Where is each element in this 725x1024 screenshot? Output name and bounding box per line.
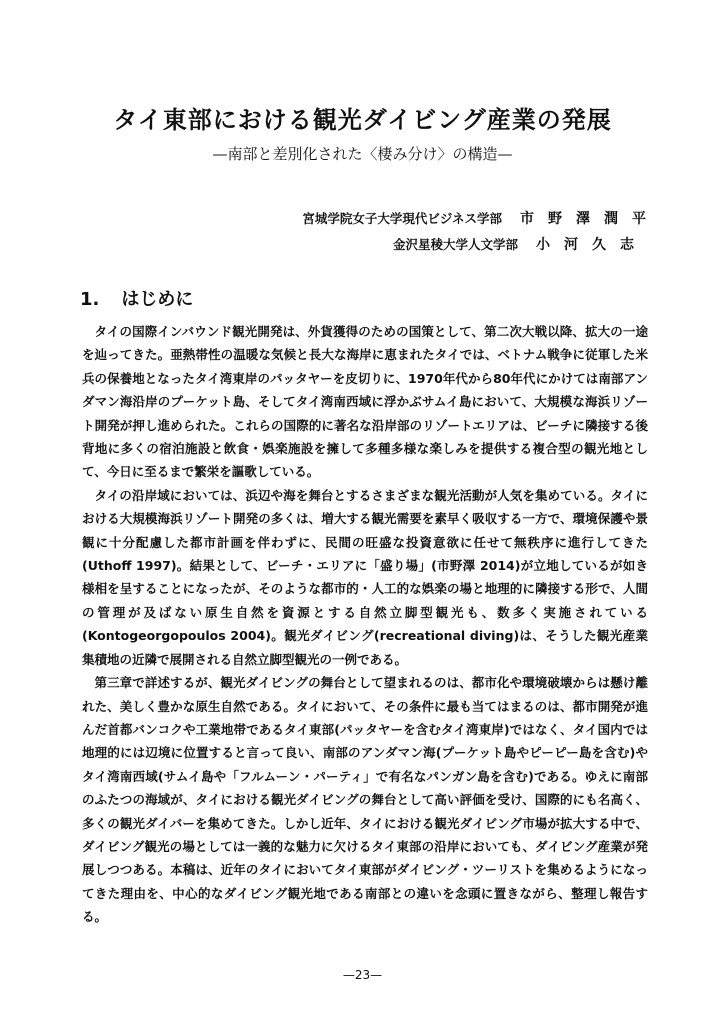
page-number: —23— xyxy=(342,968,383,982)
author-affiliation: 金沢星稜大学人文学部 xyxy=(392,237,518,252)
section-number: 1. xyxy=(80,289,100,310)
paper-subtitle: —南部と差別化された〈棲み分け〉の構造— xyxy=(212,145,513,163)
paper-title: タイ東部における観光ダイビング産業の発展 xyxy=(113,105,612,134)
paragraph: タイの国際インバウンド観光開発は、外貨獲得のための国策として、第二次大戦以降、拡大の一途を辿ってきた。亜熱帯性の温暖な気候と長大な海岸に恵まれたタイでは、ベトナム戦争に従軍した米兵の保養地となったタイ湾東岸のパッタヤーを皮切りに、1970年代から80年代にかけては南部アンダマン海沿岸のプーケット島、そしてタイ湾南西域に浮かぶサムイ島において、大規模な海浜リゾート開発が押し進められた。これらの国際的に著名な沿岸部のリゾートエリアは、ビーチに隣接する後背地に多くの宿泊施設と飲食・娯楽施設を擁して多種多様な楽しみを提供する複合型の観光地として、今日に至るまで繁栄を謳歌している。 xyxy=(82,324,648,480)
author-row xyxy=(300,205,660,231)
author-affiliation: 宮城学院女子大学現代ビジネス学部 xyxy=(302,211,502,226)
author-name: 小河久志 xyxy=(536,237,648,253)
paragraph: タイの沿岸域においては、浜辺や海を舞台とするさまざまな観光活動が人気を集めている。タイにおける大規模海浜リゾート開発の多くは、増大する観光需要を素早く吸収する一方で、環境保護や景観に十分配慮した都市計画を伴わずに、民間の旺盛な投資意欲に任せて無秩序に進行してきた(Uthoff 1997)。結果として、ビーチ・エリアに「盛り場」(市野澤 2014)が立地しているが如き様相を呈することになったが、そのような都市的・人工的な娯楽の場と地理的に隣接する形で、人間の管理が及ばない原生自然を資源とする自然立脚型観光も、数多く実施されている(Kontogeorgopoulos 2004)。観光ダイビング(recreational diving)は、そうした観光産業集積地の近隣で展開される自然立脚型観光の一例である。 xyxy=(82,487,648,667)
author-row xyxy=(300,231,660,257)
section-title: はじめに xyxy=(121,289,194,310)
paragraph: 第三章で詳述するが、観光ダイビングの舞台として望まれるのは、都市化や環境破壊からは懸け離れた、美しく豊かな原生自然である。タイにおいて、その条件に最も当てはまるのは、都市開発が進んだ首都バンコクや工業地帯であるタイ東部(パッタヤーを含むタイ湾東岸)ではなく、タイ国内では地理的には辺境に位置すると言って良い、南部のアンダマン海(プーケット島やピーピー島を含む)やタイ湾南西域(サムイ島や「フルムーン・パーティ」で有名なパンガン島を含む)である。ゆえに南部のふたつの海域が、タイにおける観光ダイビングの舞台として高い評価を受け、国際的にも名高く、多くの観光ダイバーを集めてきた。しかし近年、タイにおける観光ダイビング市場が拡大する中で、ダイビング観光の場としては一義的な魅力に欠けるタイ東部の沿岸においても、ダイビング産業が発展しつつある。本稿は、近年のタイにおいてタイ東部がダイビング・ツーリストを集めるようになってきた理由を、中心的なダイビング観光地である南部との違いを念頭に置きながら、整理し報告する。 xyxy=(82,675,648,925)
section-heading xyxy=(80,285,193,311)
author-block xyxy=(300,205,660,257)
author-name: 市野澤潤平 xyxy=(520,211,660,227)
body-text xyxy=(82,320,648,929)
